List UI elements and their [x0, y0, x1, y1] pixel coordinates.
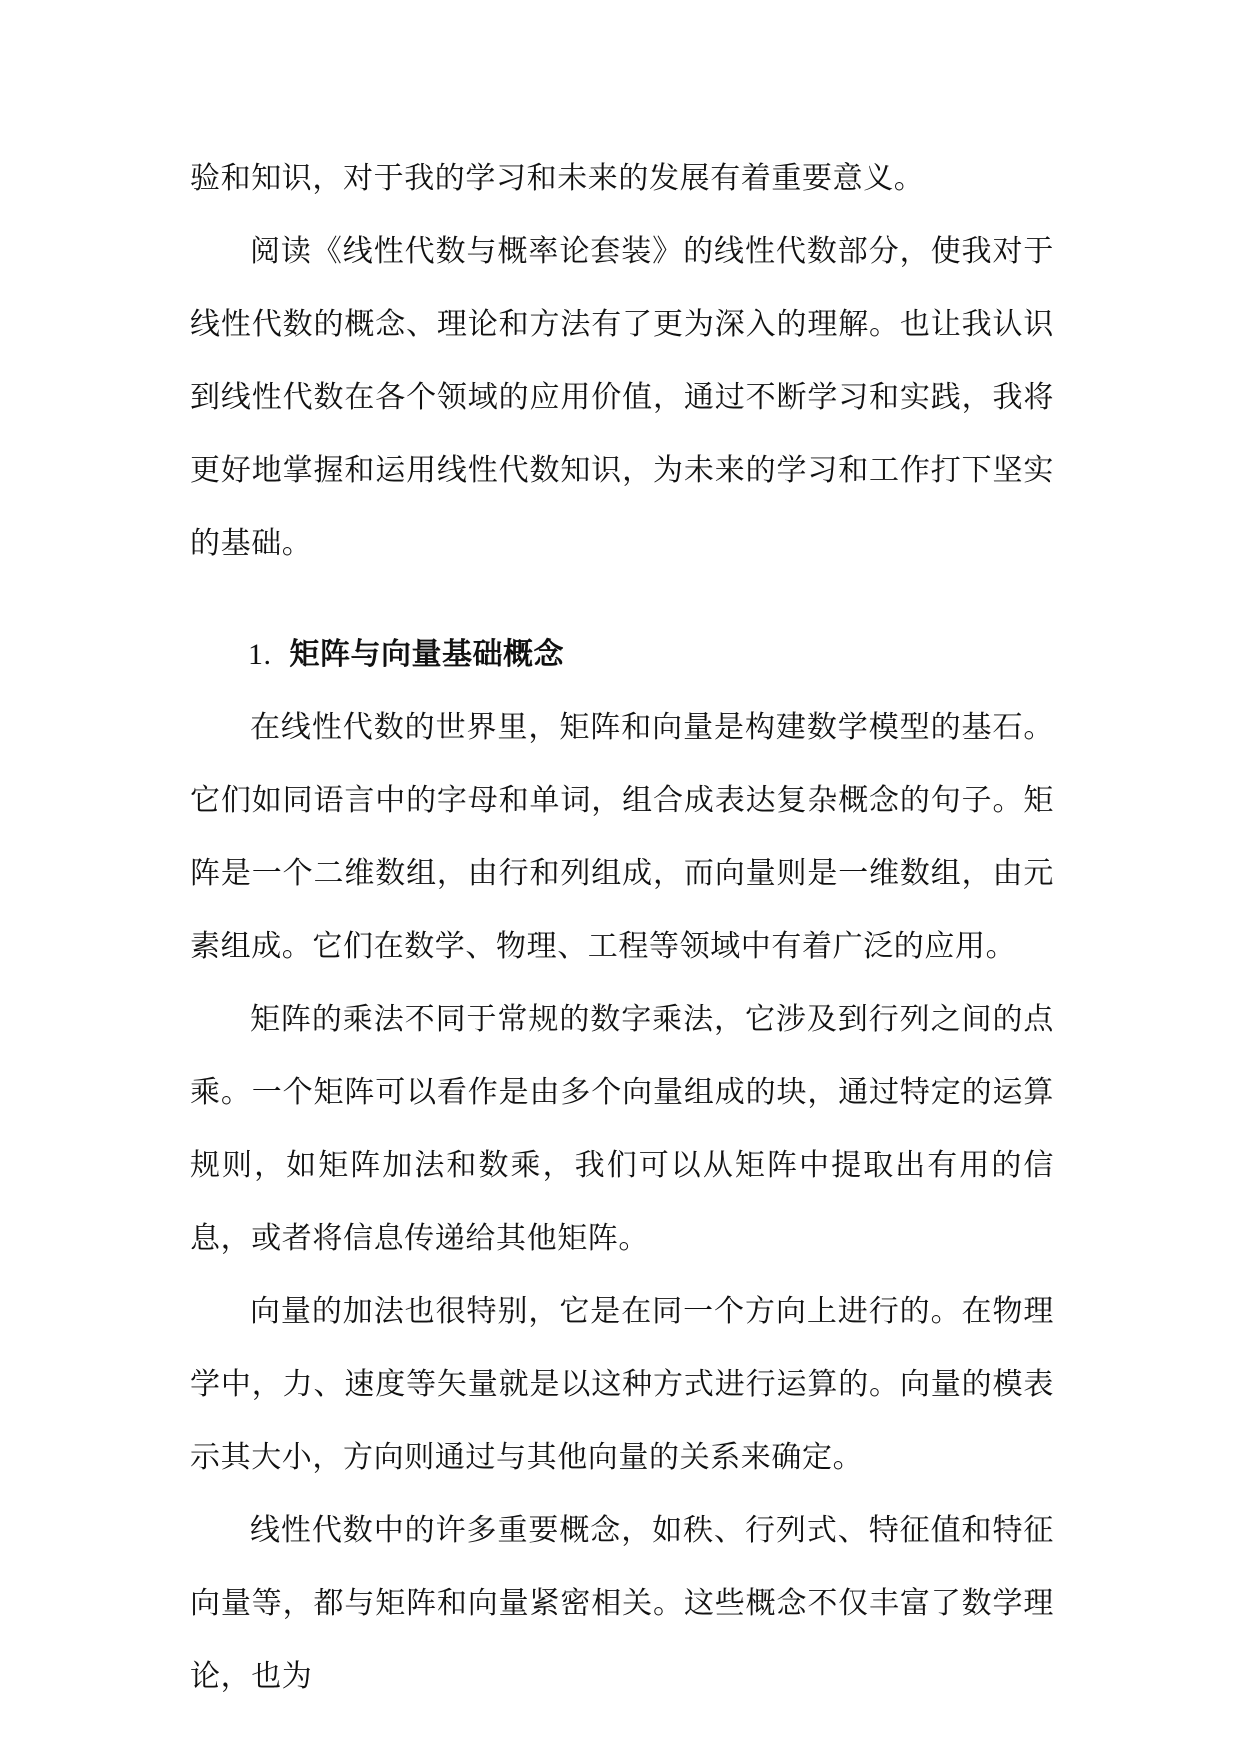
paragraph-vector-addition: 向量的加法也很特别，它是在同一个方向上进行的。在物理学中，力、速度等矢量就是以这种方式进行运算的。向量的模表示其大小，方向则通过与其他向量的关系来确定。: [190, 1294, 1054, 1475]
paragraph-reading-summary: 阅读《线性代数与概率论套装》的线性代数部分，使我对于线性代数的概念、理论和方法有了更为深入的理解。也让我认识到线性代数在各个领域的应用价值，通过不断学习和实践，我将更好地掌握和运用线性代数知识，为未来的学习和工作打下坚实的基础。: [190, 234, 1054, 561]
document-body: [190, 142, 1054, 1713]
paragraph-matrix-multiplication: 矩阵的乘法不同于常规的数字乘法，它涉及到行列之间的点乘。一个矩阵可以看作是由多个向量组成的块，通过特定的运算规则，如矩阵加法和数乘，我们可以从矩阵中提取出有用的信息，或者将信息传递给其他矩阵。: [190, 1002, 1054, 1256]
paragraph-matrix-vector-intro: 在线性代数的世界里，矩阵和向量是构建数学模型的基石。它们如同语言中的字母和单词，组合成表达复杂概念的句子。矩阵是一个二维数组，由行和列组成，而向量则是一维数组，由元素组成。它们在数学、物理、工程等领域中有着广泛的应用。: [190, 710, 1054, 964]
paragraph-continuation: 验和知识，对于我的学习和未来的发展有着重要意义。: [190, 161, 925, 196]
paragraph-key-concepts: 线性代数中的许多重要概念，如秩、行列式、特征值和特征向量等，都与矩阵和向量紧密相关。这些概念不仅丰富了数学理论，也为: [190, 1513, 1054, 1694]
section-title: 矩阵与向量基础概念: [289, 637, 564, 672]
section-number: 1.: [248, 638, 272, 671]
section-heading: [190, 618, 1054, 691]
